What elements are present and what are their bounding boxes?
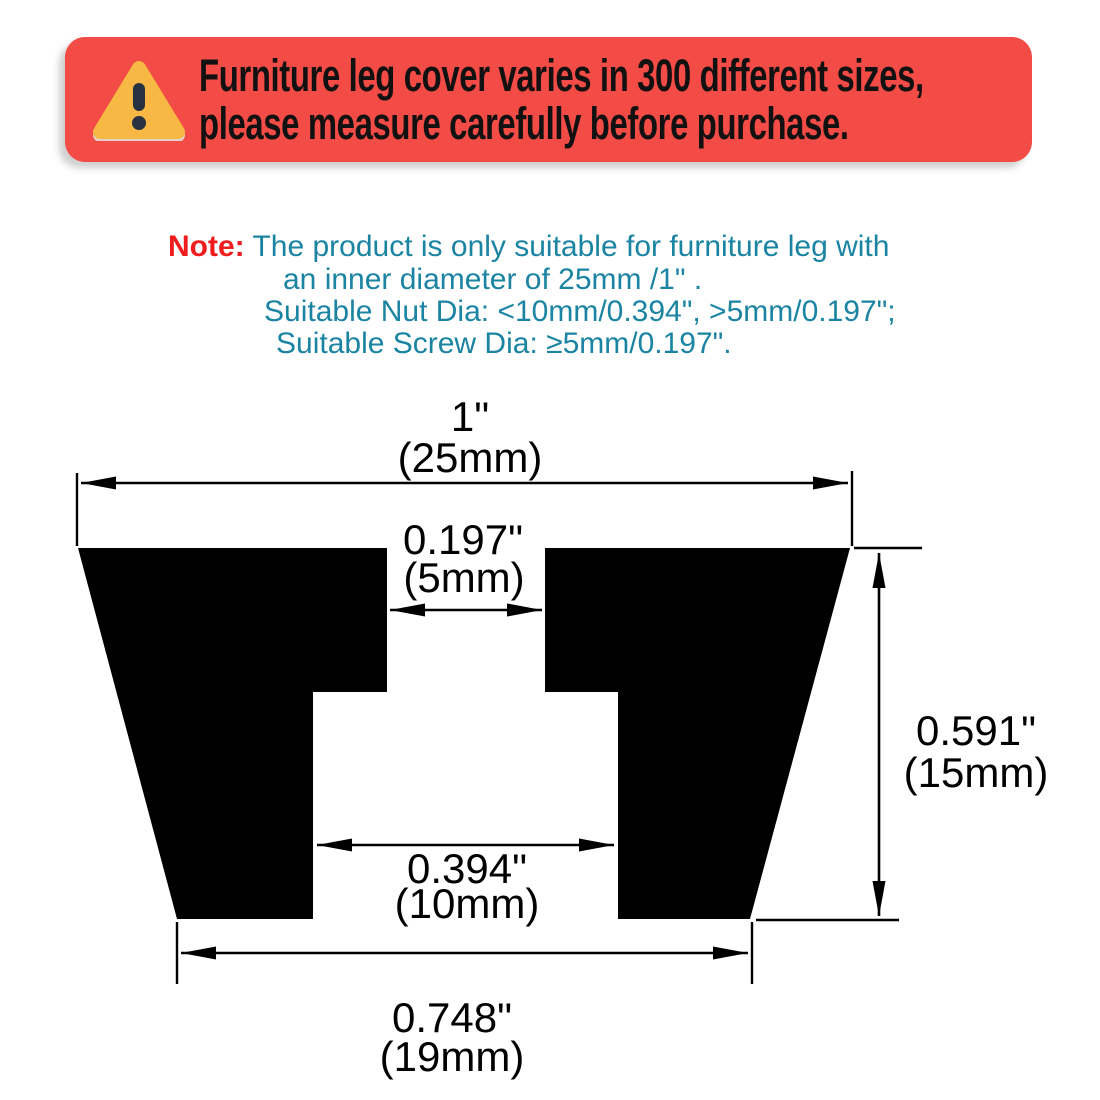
label-inner-bottom-inch: 0.394" xyxy=(406,845,528,892)
label-height-mm: (15mm) xyxy=(903,749,1049,796)
label-inner-bottom-mm: (10mm) xyxy=(394,880,540,927)
label-inner-top-mm: (5mm) xyxy=(403,554,525,601)
leg-cover-left-section xyxy=(78,548,387,919)
label-bottom-width-inch: 0.748" xyxy=(391,994,513,1041)
label-bottom-width-mm: (19mm) xyxy=(379,1033,525,1080)
label-top-width-inch: 1" xyxy=(450,393,490,440)
label-top-width-mm: (25mm) xyxy=(397,434,543,481)
banner-line2: please measure carefully before purchase. xyxy=(199,97,849,149)
banner-line1: Furniture leg cover varies in 300 different sizes, xyxy=(199,49,924,101)
note-line3: Suitable Nut Dia: <10mm/0.394", >5mm/0.197"; xyxy=(264,295,896,328)
label-inner-top-inch: 0.197" xyxy=(402,516,524,563)
note-label: Note: xyxy=(168,230,245,263)
note-line4: Suitable Screw Dia: ≥5mm/0.197". xyxy=(276,327,732,360)
label-height-inch: 0.591" xyxy=(915,707,1037,754)
leg-cover-right-section xyxy=(545,548,850,919)
note-line1: The product is only suitable for furniture leg with xyxy=(252,230,890,263)
note-line2: an inner diameter of 25mm /1" . xyxy=(283,263,703,296)
